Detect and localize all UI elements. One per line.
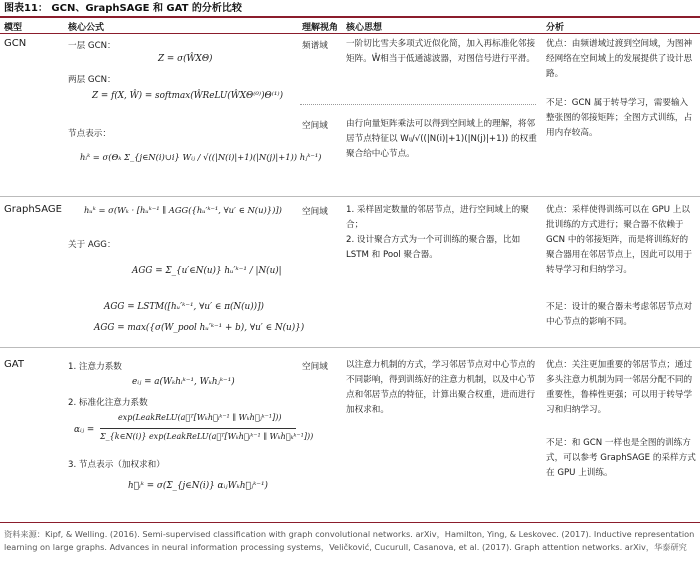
header-analysis: 分析 [546, 23, 565, 33]
gat-eq3: h⃗ᵢᵏ = σ(Σ_{j∈N(i)} αᵢⱼWₖh⃗ⱼᵏ⁻¹) [128, 481, 268, 491]
header-formula: 核心公式 [68, 23, 105, 33]
gat-analysis2: 不足：和 GCN 一样也是全图的训练方式，可以参考 GraphSAGE 的采样方式在 GPU 上训练。 [546, 438, 696, 478]
gat-eq2-numerator: exp(LeakReLU(a⃗ᵀ[Wₖh⃗ᵢᵏ⁻¹ ∥ Wₖh⃗ⱼᵏ⁻¹])) [118, 413, 282, 422]
gat-idea: 以注意力机制的方式，学习邻居节点对中心节点的不同影响，得到训练好的注意力机制，以及中心节点和邻居节点的特征，计算出聚合权重，进而进行加权求和。 [346, 360, 536, 415]
gat-eq2-denominator: Σ_{k∈N(i)} exp(LeakReLU(a⃗ᵀ[Wₖh⃗ᵢᵏ⁻¹ ∥ Wₖh⃗ₖᵏ⁻¹])) [100, 432, 314, 441]
gat-eq2-fraction-bar [100, 428, 296, 429]
sage-row-divider [0, 347, 700, 348]
sage-eq4: AGG = max({σ(W_pool hᵤ′ᵏ⁻¹ + b), ∀u′ ∈ N(u)}) [94, 323, 305, 333]
table-bottom-rule [0, 522, 700, 523]
header-idea: 核心思想 [346, 23, 383, 33]
sage-analysis1: 优点：采样使得训练可以在 GPU 上以批训练的方式进行；聚合器不依赖于 GCN 中的邻接矩阵，而是将训练好的聚合器用在邻居节点上，因此可以用于转导学习和归纳学习。 [546, 205, 693, 275]
gcn-inner-divider [300, 104, 536, 105]
gcn-view2: 空间域 [302, 121, 328, 131]
gcn-node-label: 节点表示： [68, 129, 111, 139]
title-rule [0, 16, 700, 18]
header-model: 模型 [4, 23, 23, 33]
figure-title: 图表11： GCN、GraphSAGE 和 GAT 的分析比较 [4, 3, 242, 14]
gcn-analysis2: 不足：GCN 属于转导学习，需要输入整张图的邻接矩阵；全图方式训练，占用内存较高。 [546, 98, 693, 138]
sage-eq1: hᵤᵏ = σ(Wₖ · [hᵤᵏ⁻¹ ∥ AGG({hᵤ′ᵏ⁻¹, ∀u′ ∈ N(u)})]) [84, 205, 282, 215]
gat-eq1: eᵢⱼ = a(Wₖhᵢᵏ⁻¹, Wₖhⱼᵏ⁻¹) [132, 377, 235, 387]
gcn-idea1: 一阶切比雪夫多项式近似化简，加入再标准化邻接矩阵。Ŵ相当于低通滤波器，对图信号进行平滑。 [346, 39, 536, 64]
header-rule [0, 33, 700, 34]
gat-step1: 1. 注意力系数 [68, 362, 122, 372]
gcn-row-divider [0, 196, 700, 197]
source-note: 资料来源：Kipf, & Welling. (2016). Semi-supervised classification with graph convolutional networks. arXiv，Hamilton, Ying, & Leskovec. (2017). Inductive representation learning on large graphs. Advances in neural information processing systems，Veličković, Cucurull, Casanova, et al. (2017). Graph attention networks. arXiv，华泰研究 [4, 529, 695, 552]
sage-eq3: AGG = LSTM([hᵤ′ᵏ⁻¹, ∀u′ ∈ π(N(u))]) [104, 302, 264, 312]
sage-eq2: AGG = Σ_{u′∈N(u)} hᵤ′ᵏ⁻¹ / |N(u)| [132, 266, 282, 276]
gcn-eq3: hᵢᵏ = σ(Θₖ Σ_{j∈N(i)∪i} Wᵢⱼ / √((|N(i)|+1)(|N(j)|+1)) hⱼᵏ⁻¹) [80, 152, 322, 162]
model-gat: GAT [4, 359, 24, 370]
sage-view: 空间域 [302, 207, 328, 217]
gat-eq2-lhs: αᵢⱼ = [74, 425, 95, 435]
gcn-idea2: 由行向量矩阵乘法可以得到空间域上的理解，将邻居节点特征以 Wᵢⱼ/√((|N(i)|+1)(|N(j)|+1)) 的权重聚合给中心节点。 [346, 119, 537, 159]
model-gcn: GCN [4, 38, 27, 49]
gat-step2: 2. 标准化注意力系数 [68, 398, 148, 408]
gat-step3: 3. 节点表示（加权求和） [68, 460, 165, 470]
gcn-eq1: Z = σ(ŴXΘ) [158, 54, 213, 64]
gcn-analysis1: 优点：由频谱域过渡到空间域，为图神经网络在空间域上的发展提供了设计思路。 [546, 39, 693, 79]
header-view: 理解视角 [302, 23, 339, 33]
sage-analysis2: 不足：设计的聚合器未考虑邻居节点对中心节点的影响不同。 [546, 302, 693, 327]
gcn-one-layer-label: 一层 GCN： [68, 41, 116, 51]
sage-agg-label: 关于 AGG： [68, 240, 116, 250]
gcn-eq2: Z = f(X, Ŵ) = softmax(ŴReLU(ŴXΘ⁽⁰⁾)Θ⁽¹⁾) [92, 91, 284, 101]
gcn-view1: 频谱域 [302, 41, 328, 51]
gat-view: 空间域 [302, 362, 328, 372]
model-graphsage: GraphSAGE [4, 204, 62, 215]
gcn-two-layer-label: 两层 GCN： [68, 75, 116, 85]
gat-analysis1: 优点：关注更加重要的邻居节点；通过多头注意力机制为同一邻居分配不同的重要性，鲁棒性更强；可以用于转导学习和归纳学习。 [546, 360, 693, 415]
sage-idea: 1. 采样固定数量的邻居节点，进行空间域上的聚合； 2. 设计聚合方式为一个可训练的聚合器，比如 LSTM 和 Pool 聚合器。 [346, 205, 529, 260]
